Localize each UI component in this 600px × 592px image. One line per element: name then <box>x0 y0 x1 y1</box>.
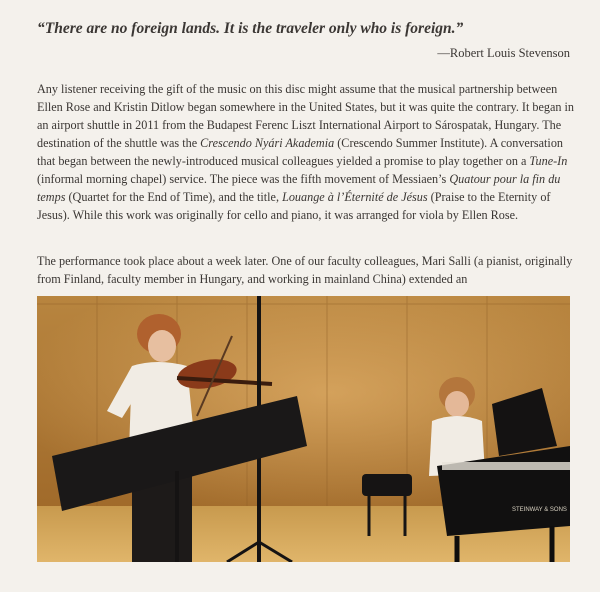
italic-title: Crescendo Nyári Akademia <box>200 136 335 150</box>
performance-photo-illustration <box>37 296 570 562</box>
text-run: Any listener receiving the gift of the music on this disc might assume that the musical partnership between Ellen Rose and Kristin Ditlow began somewhere in the United States, but it was quite the contrary. It began in an airport shuttle in 2011 from the Budapest Ferenc Liszt International Airport to Sárospatak, Hungary. The destination of the shuttle was the <box>37 82 575 150</box>
piano-brand-label: STEINWAY & SONS <box>512 507 567 513</box>
performance-photo <box>37 296 570 562</box>
text-run: (Crescendo Summer Institute). A conversation that began between the newly-introduced musical colleagues yielded a promise to play together on a <box>37 136 564 168</box>
epigraph-attribution: —Robert Louis Stevenson <box>437 46 570 60</box>
text-run: (Quartet for the End of Time), and the title, <box>65 190 283 204</box>
text-run: (Praise to the Eternity of Jesus). While this work was originally for cello and piano, it was arranged for viola by Ellen Rose. <box>37 190 551 222</box>
text-run: (informal morning chapel) service. The piece was the fifth movement of Messiaen’s <box>37 172 450 186</box>
paragraph-origin-story <box>37 80 577 224</box>
italic-title: Tune-In <box>529 154 568 168</box>
italic-title: Quatour pour la fin du temps <box>37 172 561 204</box>
italic-title: Louange à l’Éternité de Jésus <box>282 190 428 204</box>
epigraph-quote: “There are no foreign lands. It is the traveler only who is foreign.” <box>37 20 464 37</box>
paragraph-performance: The performance took place about a week later. One of our faculty colleagues, Mari Salli (a pianist, originally from Finland, faculty member in Hungary, and working in mainland China) extended an <box>37 254 573 286</box>
